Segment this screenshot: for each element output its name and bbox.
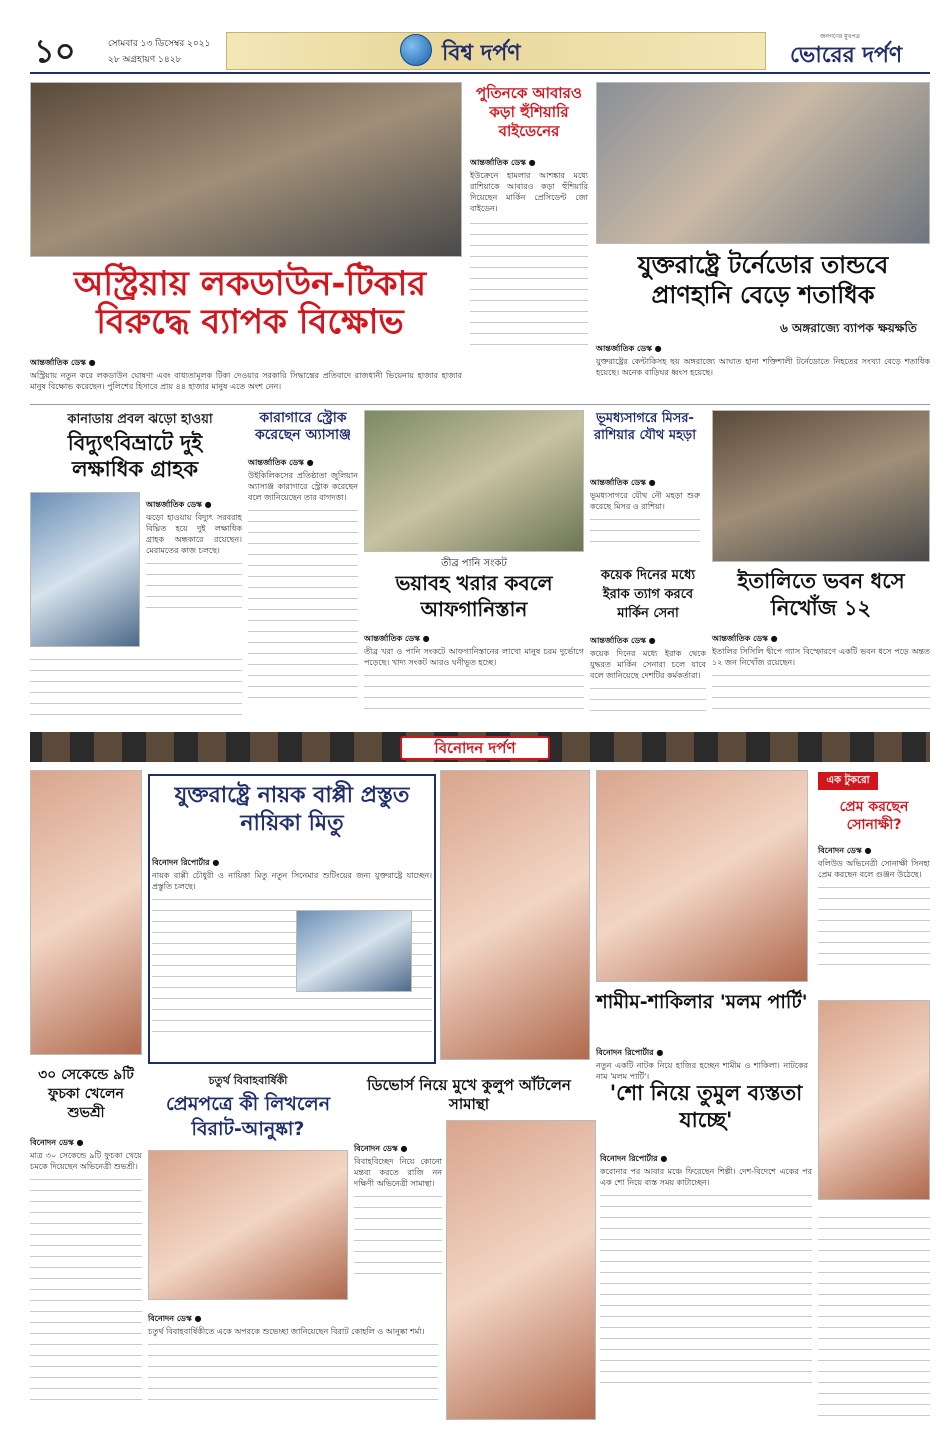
article-text: করোনার পর আবার মঞ্চে ফিরেছেন শিল্পী। দেশ-বিদেশে একের পর এক শো নিয়ে ব্যস্ত সময় কাটাচ্ছেন।	[600, 1167, 812, 1187]
text-lines	[30, 1172, 142, 1402]
sonakshi-headline: প্রেম করছেন সোনাক্ষী?	[839, 799, 909, 833]
dateline: আন্তর্জাতিক ডেস্ক ●	[590, 478, 656, 487]
samantha-article	[354, 1136, 442, 1306]
austria-headline: অস্ট্রিয়ায় লকডাউন-টিকার বিরুদ্ধে ব্যাপক বিক্ষোভ	[73, 264, 427, 342]
reporter: বিনোদন রিপোর্টার ●	[596, 1048, 664, 1057]
text-lines	[712, 668, 930, 718]
dateline: বিনোদন ডেস্ক ●	[30, 1138, 84, 1147]
dateline: বিনোদন ডেস্ক ●	[148, 1314, 202, 1323]
italy-collapse-photo	[712, 410, 930, 562]
show-article	[600, 1146, 812, 1420]
egypt-headline: ভূমধ্যসাগরে মিসর-রাশিয়ার যৌথ মহড়া	[594, 411, 696, 443]
date-line-2: ২৮ অগ্রহায়ণ ১৪২৮	[108, 55, 182, 65]
article-text: ঝড়ো হাওয়ায় বিদ্যুৎ সরবরাহ বিঘ্নিত হয়ে দুই লক্ষাধিক গ্রাহক অন্ধকারে রয়েছেন। মেরামতের কাজ চলছে।	[146, 513, 242, 555]
text-lines	[600, 1188, 812, 1388]
article-text: উইকিলিকসের প্রতিষ্ঠাতা জুলিয়ান অ্যাসাঞ্জ কারাগারে স্ট্রোক করেছেন বলে জানিয়েছেন তার বাগদত্তা।	[248, 471, 358, 502]
article-text: কয়েক দিনের মধ্যে ইরাক থেকে যুদ্ধরত মার্কিন সেনারা চলে যাবে বলে জানিয়েছে দেশটির কর্মকর্তারা।	[590, 649, 706, 680]
dateline: আন্তর্জাতিক ডেস্ক ●	[30, 358, 96, 367]
samantha-headline: ডিভোর্স নিয়ে মুখে কুলুপ আঁটলেন সামান্থা	[367, 1076, 571, 1113]
assange-headline: কারাগারে স্ট্রোক করেছেন অ্যাসাঞ্জ	[255, 410, 351, 443]
section-title: বিশ্ব দর্পণ	[442, 41, 521, 66]
shubhashree-photo	[30, 770, 142, 1055]
shamim-headline: শামীম-শাকিলার 'মলম পার্টি'	[596, 991, 808, 1013]
afghan-headline: ভয়াবহ খরার কবলে আফগানিস্তান	[395, 571, 553, 621]
tornado-subhead: ৬ অঙ্গরাজ্যে ব্যাপক ক্ষয়ক্ষতি	[780, 321, 917, 335]
text-lines	[248, 503, 358, 703]
article-text: ইতালির সিসিলি দ্বীপে গ্যাস বিস্ফোরণে একটি ভবন ধসে পড়ে অন্তত ১২ জন নিখোঁজ রয়েছেন।	[712, 647, 930, 667]
putin-article	[470, 150, 588, 335]
reporter: বিনোদন রিপোর্টার ●	[600, 1154, 668, 1163]
text-lines	[364, 668, 584, 718]
dateline: বিনোদন ডেস্ক ●	[354, 1144, 408, 1153]
text-lines	[148, 1337, 438, 1407]
assange-article	[248, 450, 358, 720]
article-text: যুক্তরাষ্ট্রের কেন্টাকিসহ ছয় অঙ্গরাজ্যে আঘাত হানা শক্তিশালী টর্নেডোতে নিহতের সংখ্যা বেড়ে শতাধিক হয়েছে। অনেক বাড়িঘর ধ্বংস হয়েছে।	[596, 357, 930, 377]
austria-article	[30, 350, 462, 400]
article-text: বিবাহবিচ্ছেদ নিয়ে কোনো মন্তব্য করতে রাজি নন দক্ষিণী অভিনেত্রী সামান্থা।	[354, 1157, 442, 1188]
article-text: বলিউড অভিনেত্রী সোনাক্ষী সিনহা প্রেম করছেন বলে গুঞ্জন উঠেছে।	[818, 859, 930, 879]
iraq-headline: কয়েক দিনের মধ্যে ইরাক ত্যাগ করবে মার্কিন সেনা	[600, 568, 696, 621]
masthead	[30, 30, 930, 74]
sonakshi-article	[818, 838, 930, 988]
brand-tag: জনগণের মুখপত্র	[820, 33, 860, 40]
text-lines	[470, 216, 588, 346]
show-headline: 'শো নিয়ে তুমুল ব্যস্ততা যাচ্ছে'	[609, 1081, 803, 1132]
italy-article	[712, 626, 930, 722]
shubhashree-article	[30, 1130, 142, 1420]
text-lines	[354, 1189, 442, 1279]
reporter: বিনোদন রিপোর্টার ●	[152, 858, 220, 867]
article-text: চতুর্থ বিবাহবার্ষিকীতে একে অপরকে শুভেচ্ছা জানিয়েছেন বিরাট কোহলি ও আনুষ্কা শর্মা।	[148, 1327, 425, 1336]
dateline: বিনোদন ডেস্ক ●	[818, 846, 872, 855]
kenya-article	[146, 492, 242, 642]
article-text: মাত্র ৩০ সেকেন্ডে ৯টি ফুচকা খেয়ে চমকে দিয়েছেন অভিনেত্রী শুভশ্রী।	[30, 1151, 142, 1171]
egypt-article	[590, 470, 700, 560]
putin-headline: পুতিনকে আবারও কড়া হুঁশিয়ারি বাইডেনের	[476, 84, 582, 140]
page-number: ১০	[34, 32, 76, 70]
shamim-article	[596, 1040, 808, 1081]
date-line-1: সোমবার ১৩ ডিসেম্বর ২০২১	[108, 39, 211, 49]
power-lines-photo	[30, 492, 140, 647]
iraq-article	[590, 628, 706, 722]
dateline: আন্তর্জাতিক ডেস্ক ●	[146, 500, 212, 509]
shamim-shakila-photo	[596, 770, 808, 982]
entertainment-banner: বিনোদন দর্পণ	[400, 736, 550, 760]
kenya-text-bottom	[30, 652, 242, 722]
right-column-text	[818, 1210, 930, 1420]
virat-article	[148, 1306, 438, 1420]
article-text: তীব্র খরা ও পানি সংকটে আফগানিস্তানের লাখো মানুষ চরম দুর্ভোগে পড়েছে। খাদ্য সংকট আরও ঘনীভূত হচ্ছে।	[364, 647, 584, 667]
article-text: অস্ট্রিয়ায় নতুন করে লকডাউন ঘোষণা এবং বাধ্যতামূলক টিকা দেওয়ার সরকারি সিদ্ধান্তের প্রতিবাদে রাজধানী ভিয়েনায় হাজার হাজার মানুষ বিক্ষোভ করেছেন। পুলিশের হিসাবে প্রায় ৪৪ হাজার মানুষ এতে অংশ নেন।	[30, 371, 462, 391]
virat-kicker: চতুর্থ বিবাহবার্ষিকী	[208, 1074, 288, 1087]
brand-logo: ভোরের দর্পণ	[790, 43, 903, 68]
afghan-drought-photo	[364, 410, 584, 552]
dateline: আন্তর্জাতিক ডেস্ক ●	[596, 344, 662, 353]
shubhashree-headline: ৩০ সেকেন্ডে ৯টি ফুচকা খেলেন শুভশ্রী	[38, 1067, 134, 1121]
article-text: নতুন একটি নাটক নিয়ে হাজির হচ্ছেন শামীম ও শাকিলা। নাটকের নাম 'মলম পার্টি'।	[596, 1061, 808, 1081]
austria-protest-photo	[30, 82, 462, 257]
italy-headline: ইতালিতে ভবন ধসে নিখোঁজ ১২	[737, 569, 905, 620]
text-lines	[146, 556, 242, 616]
globe-icon	[400, 34, 432, 66]
dateline: আন্তর্জাতিক ডেস্ক ●	[712, 634, 778, 643]
bappy-headline: যুক্তরাষ্ট্রে নায়ক বাপ্পী প্রস্তুত নায়িকা মিতু	[174, 783, 410, 836]
ek-tukro-label: এক টুকরো	[818, 772, 878, 790]
article-text: নায়ক বাপ্পী চৌধুরী ও নায়িকা মিতু নতুন সিনেমার শুটিংয়ের জন্য যুক্তরাষ্ট্রে যাচ্ছেন। প্রস্তুতি চলছে।	[152, 871, 432, 891]
article-text: ইউক্রেনে হামলার আশঙ্কার মধ্যে রাশিয়াকে আবারও কড়া হুঁশিয়ারি দিয়েছেন মার্কিন প্রেসিডেন্ট জো বাইডেন।	[470, 171, 588, 213]
afghan-kicker: তীব্র পানি সংকট	[441, 558, 507, 569]
tornado-article	[596, 336, 930, 376]
kenya-headline: বিদ্যুৎবিভ্রাটে দুই লক্ষাধিক গ্রাহক	[67, 431, 203, 481]
tornado-damage-photo	[596, 82, 930, 244]
dateline: আন্তর্জাতিক ডেস্ক ●	[364, 634, 430, 643]
virat-headline: প্রেমপত্রে কী লিখলেন বিরাট-আনুষ্কা?	[165, 1093, 331, 1140]
virat-anushka-photo	[148, 1150, 348, 1300]
tornado-headline: যুক্তরাষ্ট্রে টর্নেডোর তান্ডবে প্রাণহানি বেড়ে শতাধিক	[637, 251, 889, 309]
article-text: ভূমধ্যসাগরে যৌথ নৌ মহড়া শুরু করেছে মিসর ও রাশিয়া।	[590, 491, 700, 511]
afghan-article	[364, 626, 584, 722]
dateline: আন্তর্জাতিক ডেস্ক ●	[590, 636, 656, 645]
text-lines	[590, 512, 700, 542]
dateline: আন্তর্জাতিক ডেস্ক ●	[248, 458, 314, 467]
singer-photo	[446, 1120, 596, 1420]
dateline: আন্তর্জাতিক ডেস্ক ●	[470, 158, 536, 167]
text-lines	[818, 880, 930, 970]
text-lines	[590, 681, 706, 721]
bappy-photo	[296, 910, 412, 992]
kenya-kicker: কানাডায় প্রবল ঝড়ো হাওয়া	[67, 412, 213, 427]
sonakshi-photo	[818, 1000, 930, 1200]
mitu-photo	[440, 770, 590, 1060]
